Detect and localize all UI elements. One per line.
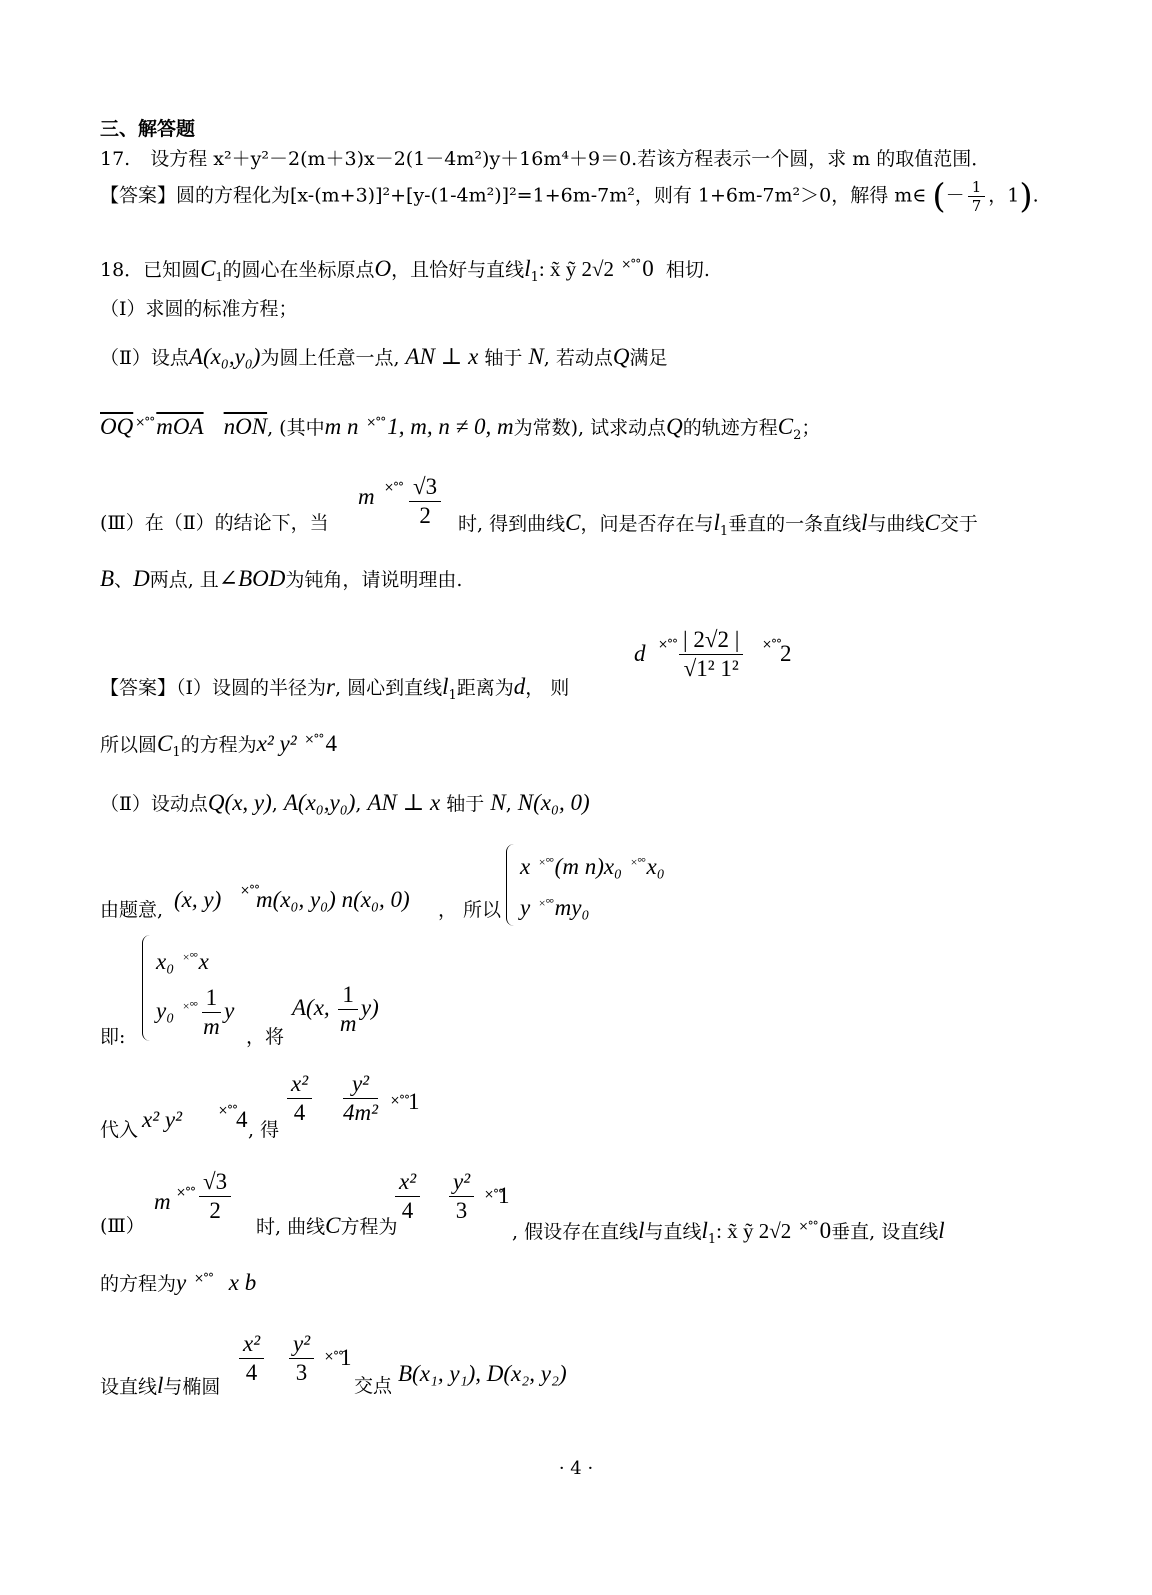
page-number: · 4 · [558, 1458, 594, 1479]
ans18-p3-line3 [100, 1374, 220, 1399]
ell-den-3: 3 [295, 1360, 308, 1385]
ans18-dairu: 代入 [100, 1119, 139, 1141]
sqrt3: √3 [199, 1168, 231, 1197]
garbled-equals-glyph: ×°° [798, 1219, 818, 1233]
radius-r: r [326, 674, 335, 699]
ans18-substitute [100, 1070, 1092, 1140]
vector-eq-lhs: (x, y) [174, 887, 222, 912]
part3-rest [458, 511, 978, 544]
garbled-equals-glyph: ×°° [193, 1271, 214, 1285]
part3-m: m [154, 1189, 171, 1214]
q17-range-fraction [968, 178, 986, 215]
ellipse-term-x [395, 1168, 420, 1225]
garbled-equals-glyph: ×°° [621, 257, 641, 271]
garbled-equals-glyph: ×°° [176, 1185, 196, 1199]
line-l1: l [701, 1218, 708, 1243]
ell-num-y: y² [289, 1330, 314, 1359]
ellipse-term-y [289, 1330, 314, 1387]
ellipse-term-x [287, 1070, 312, 1127]
system-2 [142, 935, 234, 1041]
section-title: 三、解答题 [100, 118, 196, 140]
ellipse-rhs: 1 [340, 1345, 352, 1370]
ans18-line-eq [100, 1266, 1092, 1296]
sqrt3-over-2 [199, 1168, 231, 1225]
ans18-p1-d: ， 则 [525, 677, 570, 699]
ans18-jiang: ，将 [246, 1026, 285, 1048]
line-l1: l [524, 256, 531, 281]
brace [506, 844, 517, 926]
vector-non: $\overline{nON}$ [223, 414, 268, 439]
point-b: B [100, 566, 115, 591]
part3-text-b: 时, 得到曲线 [458, 513, 566, 535]
ans18-p3-c: 方程为 [340, 1216, 398, 1238]
vec-text-end: ； [801, 417, 821, 439]
part3-line2-text-c: 为钝角，请说明理由. [285, 569, 463, 591]
sys2-r1-a: x₀ [156, 949, 180, 974]
frac-num: 1 [338, 981, 358, 1010]
point-q-xy: Q(x, y) [207, 790, 272, 815]
ellipse-term-y [449, 1168, 474, 1225]
part2-text-a: （Ⅱ）设点 [100, 347, 189, 369]
ellipse-term-y [343, 1070, 378, 1127]
circle-c1-sub: 1 [172, 744, 181, 760]
q18-vector-line [100, 410, 1092, 448]
ans18-p1-a: （Ⅰ）设圆的半径为 [176, 677, 327, 699]
origin-o: O [374, 256, 392, 281]
ans18-de: , 得 [248, 1119, 280, 1141]
garbled-equals-glyph: ×°° [240, 883, 260, 897]
sys1-r2-b: my₀ [554, 895, 590, 920]
part3-text-a: (Ⅲ）在（Ⅱ）的结论下，当 [100, 512, 329, 534]
curve-c: C [325, 1213, 341, 1238]
system-1-row-2 [520, 885, 665, 926]
ans18-part1 [100, 627, 1092, 703]
line-l1-sub: 1 [448, 687, 457, 703]
ell-den-4m2: 4m² [343, 1100, 379, 1125]
ans18-circle-eq [100, 727, 1092, 765]
d-den: √1² 1² [683, 656, 739, 681]
ell-num-x: x² [287, 1070, 312, 1099]
line-l1-equation-end: 0 [642, 256, 654, 281]
line-eq-y: y [176, 1270, 192, 1295]
garbled-equals-glyph: ×°° [658, 637, 678, 651]
vec-text-a: , (其中 [267, 417, 325, 439]
line-l: l [938, 1218, 945, 1243]
q17-answer-tail: . [1032, 184, 1039, 207]
ans18-part1-text [100, 675, 569, 708]
ans18-p3-e: 与直线 [644, 1221, 702, 1243]
line-l1-sub: 1 [530, 269, 539, 285]
garbled-equals-glyph: ×°° [135, 415, 155, 429]
garbled-equals-glyph: ×°° [304, 732, 324, 746]
vec-text-b: 为常数), 试求动点 [513, 417, 667, 439]
an-perp-x: AN ⊥ x [405, 344, 479, 369]
ell-den-4: 4 [245, 1360, 258, 1385]
garbled-equals-glyph: ×°° [181, 950, 197, 964]
point-q: Q [666, 414, 683, 439]
circle-equation: x² y² [256, 731, 303, 756]
line-l1-equation-end: 0 [819, 1218, 832, 1243]
circle-c1: C [200, 256, 216, 281]
a-expr-b: y) [360, 994, 379, 1020]
vec-text-c: 的轨迹方程 [682, 417, 778, 439]
circle-equation-rhs: 4 [236, 1107, 248, 1132]
garbled-equals-glyph: ×°° [629, 855, 645, 869]
point-n-coords: N(x₀, 0) [517, 790, 590, 815]
curve-c: C [565, 510, 581, 535]
garbled-equals-glyph: ×°° [537, 896, 553, 910]
garbled-equals-glyph: ×°° [366, 415, 386, 429]
part2-text-e: 满足 [629, 347, 668, 369]
q18-part3 [100, 475, 1092, 545]
intersection-points: B(x₁, y₁), D(x₂, y₂) [398, 1361, 567, 1386]
garbled-equals-glyph: ×°° [181, 998, 197, 1013]
line-l1-equation: : x̃ ỹ 2√2 [716, 1219, 797, 1243]
ans18-p3-d: , 假设存在直线 [512, 1221, 639, 1243]
ans18-p1-b: , 圆心到直线 [334, 677, 443, 699]
ell-num-y: y² [449, 1168, 474, 1197]
paren-left: ( [932, 176, 946, 217]
garbled-equals-glyph: ×°° [384, 480, 404, 494]
den-2: 2 [209, 1198, 221, 1223]
circle-c1-sub: 1 [215, 269, 223, 285]
an-perp-x: AN ⊥ x [367, 790, 441, 815]
point-a-expr [292, 981, 379, 1038]
part3-line2-text-b: 两点, 且 [149, 569, 219, 591]
line-eq-rhs: x b [223, 1270, 257, 1295]
line-l: l [638, 1218, 645, 1243]
system-1-row-1 [520, 844, 665, 885]
ellipse-rhs: 1 [408, 1089, 420, 1114]
part3-m: m [358, 484, 375, 509]
paren-right: ) [1019, 176, 1033, 217]
point-q: Q [612, 344, 630, 369]
ell-den-4: 4 [293, 1100, 306, 1125]
mn-condition: 1, m, n ≠ 0, m [387, 414, 514, 439]
answer-label: 【答案】 [100, 677, 177, 699]
d-eq-lhs: d [634, 641, 646, 666]
one-over-m [338, 981, 358, 1038]
garbled-equals-glyph: ×°° [537, 855, 553, 869]
line-l1: l [713, 510, 720, 535]
circle-equation-rhs: 4 [325, 731, 337, 756]
ell-num-x: x² [395, 1168, 420, 1197]
ellipse-rhs: 1 [498, 1183, 510, 1208]
sys1-r1-c: x₀ [646, 854, 665, 879]
line-l1: l [442, 674, 449, 699]
line-l: l [157, 1373, 164, 1398]
sys1-r1-b: (m n)x₀ [554, 854, 628, 879]
q18-text-d: 相切. [665, 259, 710, 281]
one-over-m [202, 984, 222, 1041]
garbled-equals-glyph: ×°° [324, 1349, 344, 1363]
sys1-r1-a: x [520, 854, 536, 879]
answer-label: 【答案】 [100, 184, 177, 207]
question-17 [100, 147, 1092, 171]
part2-text-d: , 若动点 [543, 347, 613, 369]
vector-eq-rhs: m(x₀, y₀) n(x₀, 0) [256, 887, 410, 912]
q17-number: 17. [100, 148, 131, 170]
garbled-equals-glyph: ×°° [762, 637, 782, 651]
system-2-row-1 [156, 935, 234, 984]
garbled-equals-glyph: ×°° [218, 1103, 238, 1117]
part3-text-e: 与曲线 [867, 513, 925, 535]
ans18-p2-a: （Ⅱ）设动点 [100, 793, 208, 815]
point-a: A(x₀,y₀) [188, 344, 261, 369]
frac-num: 1 [202, 984, 222, 1013]
part3-text-d: 垂直的一条直线 [728, 513, 862, 535]
ans18-p3-f: 垂直, 设直线 [831, 1221, 939, 1243]
ans18-p2-line2-b: ， 所以 [438, 899, 502, 921]
q18-part3-line2 [100, 567, 1092, 592]
system-1 [506, 844, 665, 926]
line-l1-equation: : x̃ ỹ 2√2 [538, 257, 620, 281]
frac-den: m [203, 1014, 220, 1039]
sys1-r2-a: y [520, 895, 536, 920]
ell-num-y: y² [343, 1070, 378, 1099]
q17-range-end: ，1 [988, 184, 1020, 207]
part3-text-f: 交于 [939, 513, 978, 535]
sys2-r2-b: y [224, 997, 235, 1023]
q17-text: 设方程 x²＋y²－2(m＋3)x－2(1－4m²)y＋16m⁴＋9＝0.若该方程表示一个圆，求 m 的取值范围． [150, 148, 991, 170]
ell-num-x: x² [239, 1330, 264, 1359]
line-l1-sub: 1 [719, 523, 729, 539]
d-rhs: 2 [780, 641, 792, 666]
ans18-p3-line3-a: 设直线 [100, 1376, 158, 1398]
system-2-row-2 [156, 984, 234, 1041]
q18-text-c: ，且恰好与直线 [391, 259, 525, 281]
ans18-system-2 [100, 935, 1092, 1050]
ans18-p3-tail [512, 1214, 945, 1252]
ans18-part2: （Ⅱ）设动点Q(x, y), A(x₀,y₀), AN ⊥ x 轴于 N, N(x₀, 0) [100, 790, 590, 815]
ans18-part3 [100, 1168, 1092, 1247]
curve-c2: C [777, 414, 794, 439]
q18-intro: 18．已知圆 [100, 259, 201, 281]
point-n: N [490, 790, 506, 815]
q17-range-neg: － [945, 184, 965, 207]
m-plus-n: m n [324, 414, 365, 439]
sys2-r2-a: y₀ [156, 997, 180, 1023]
q17-answer [100, 178, 1092, 215]
point-n: N [528, 344, 544, 369]
point-d: D [133, 566, 150, 591]
ellipse-term-x [239, 1330, 264, 1387]
distance-fraction [679, 626, 743, 683]
ans18-p3-line3-b: 与椭圆 [163, 1376, 221, 1398]
line-l: l [861, 510, 868, 535]
ans18-p1-line2-a: 所以圆 [100, 734, 158, 756]
d-num: | 2√2 | [679, 626, 743, 655]
q17-frac-num: 1 [968, 178, 986, 197]
q18-part1: （Ⅰ）求圆的标准方程； [100, 298, 298, 320]
part2-text-b: 为圆上任意一点, [260, 347, 400, 369]
line-l1-sub: 1 [707, 1231, 717, 1247]
part3-text-c: ，问是否存在与 [580, 513, 714, 535]
vector-moa: $\overline{mOA}$ [156, 414, 204, 439]
den-2: 2 [419, 503, 431, 528]
part2-text-c: 轴于 [484, 347, 523, 369]
sqrt3: √3 [409, 473, 441, 502]
point-a: A(x₀,y₀) [283, 790, 356, 815]
a-expr-a: A(x, [292, 994, 336, 1020]
circle-equation: x² y² [142, 1107, 182, 1132]
frac-den: m [339, 1011, 357, 1036]
vector-oq: $\overline{OQ}$ [100, 414, 134, 439]
ell-den-3: 3 [455, 1198, 468, 1223]
q18-text-b: 的圆心在坐标原点 [222, 259, 375, 281]
ans18-p1-c: 距离为 [456, 677, 514, 699]
curve-c: C [924, 510, 940, 535]
distance-d: d [513, 674, 526, 699]
sys2-r1-b: x [198, 949, 209, 974]
circle-c1: C [157, 731, 173, 756]
part3-sqrt3-over-2 [409, 473, 441, 530]
ans18-p3-line2-a: 的方程为 [100, 1273, 177, 1295]
garbled-equals-glyph: ×°° [484, 1187, 504, 1201]
ans18-p2-b: 轴于 [446, 793, 485, 815]
ans18-ji: 即: [100, 1026, 126, 1048]
brace [142, 935, 153, 1041]
ans18-p3-text [256, 1214, 397, 1239]
ans18-p2-line2-a: 由题意, [100, 899, 164, 921]
ans18-intersection [100, 1330, 1092, 1405]
q18-line1 [100, 252, 1092, 290]
ans18-p3-line3-c: 交点 [354, 1375, 393, 1397]
angle-bod: ∠BOD [218, 566, 286, 591]
ans18-part2-line2 [100, 840, 1092, 920]
q18-part2 [100, 345, 1092, 370]
garbled-equals-glyph: ×°° [390, 1093, 410, 1107]
ans18-p1-line2-b: 的方程为 [180, 734, 257, 756]
ans18-p3-a: (Ⅲ） [100, 1215, 145, 1237]
q17-answer-text: 圆的方程化为[x-(m+3)]²+[y-(1-4m²)]²=1+6m-7m²，则有 1+6m-7m²＞0，解得 m∈ [176, 184, 927, 207]
ell-den-4: 4 [401, 1198, 414, 1223]
ans18-p3-b: 时, 曲线 [256, 1216, 326, 1238]
curve-c2-sub: 2 [793, 427, 802, 443]
separator: 、 [114, 569, 134, 591]
q17-frac-den: 7 [971, 197, 982, 215]
